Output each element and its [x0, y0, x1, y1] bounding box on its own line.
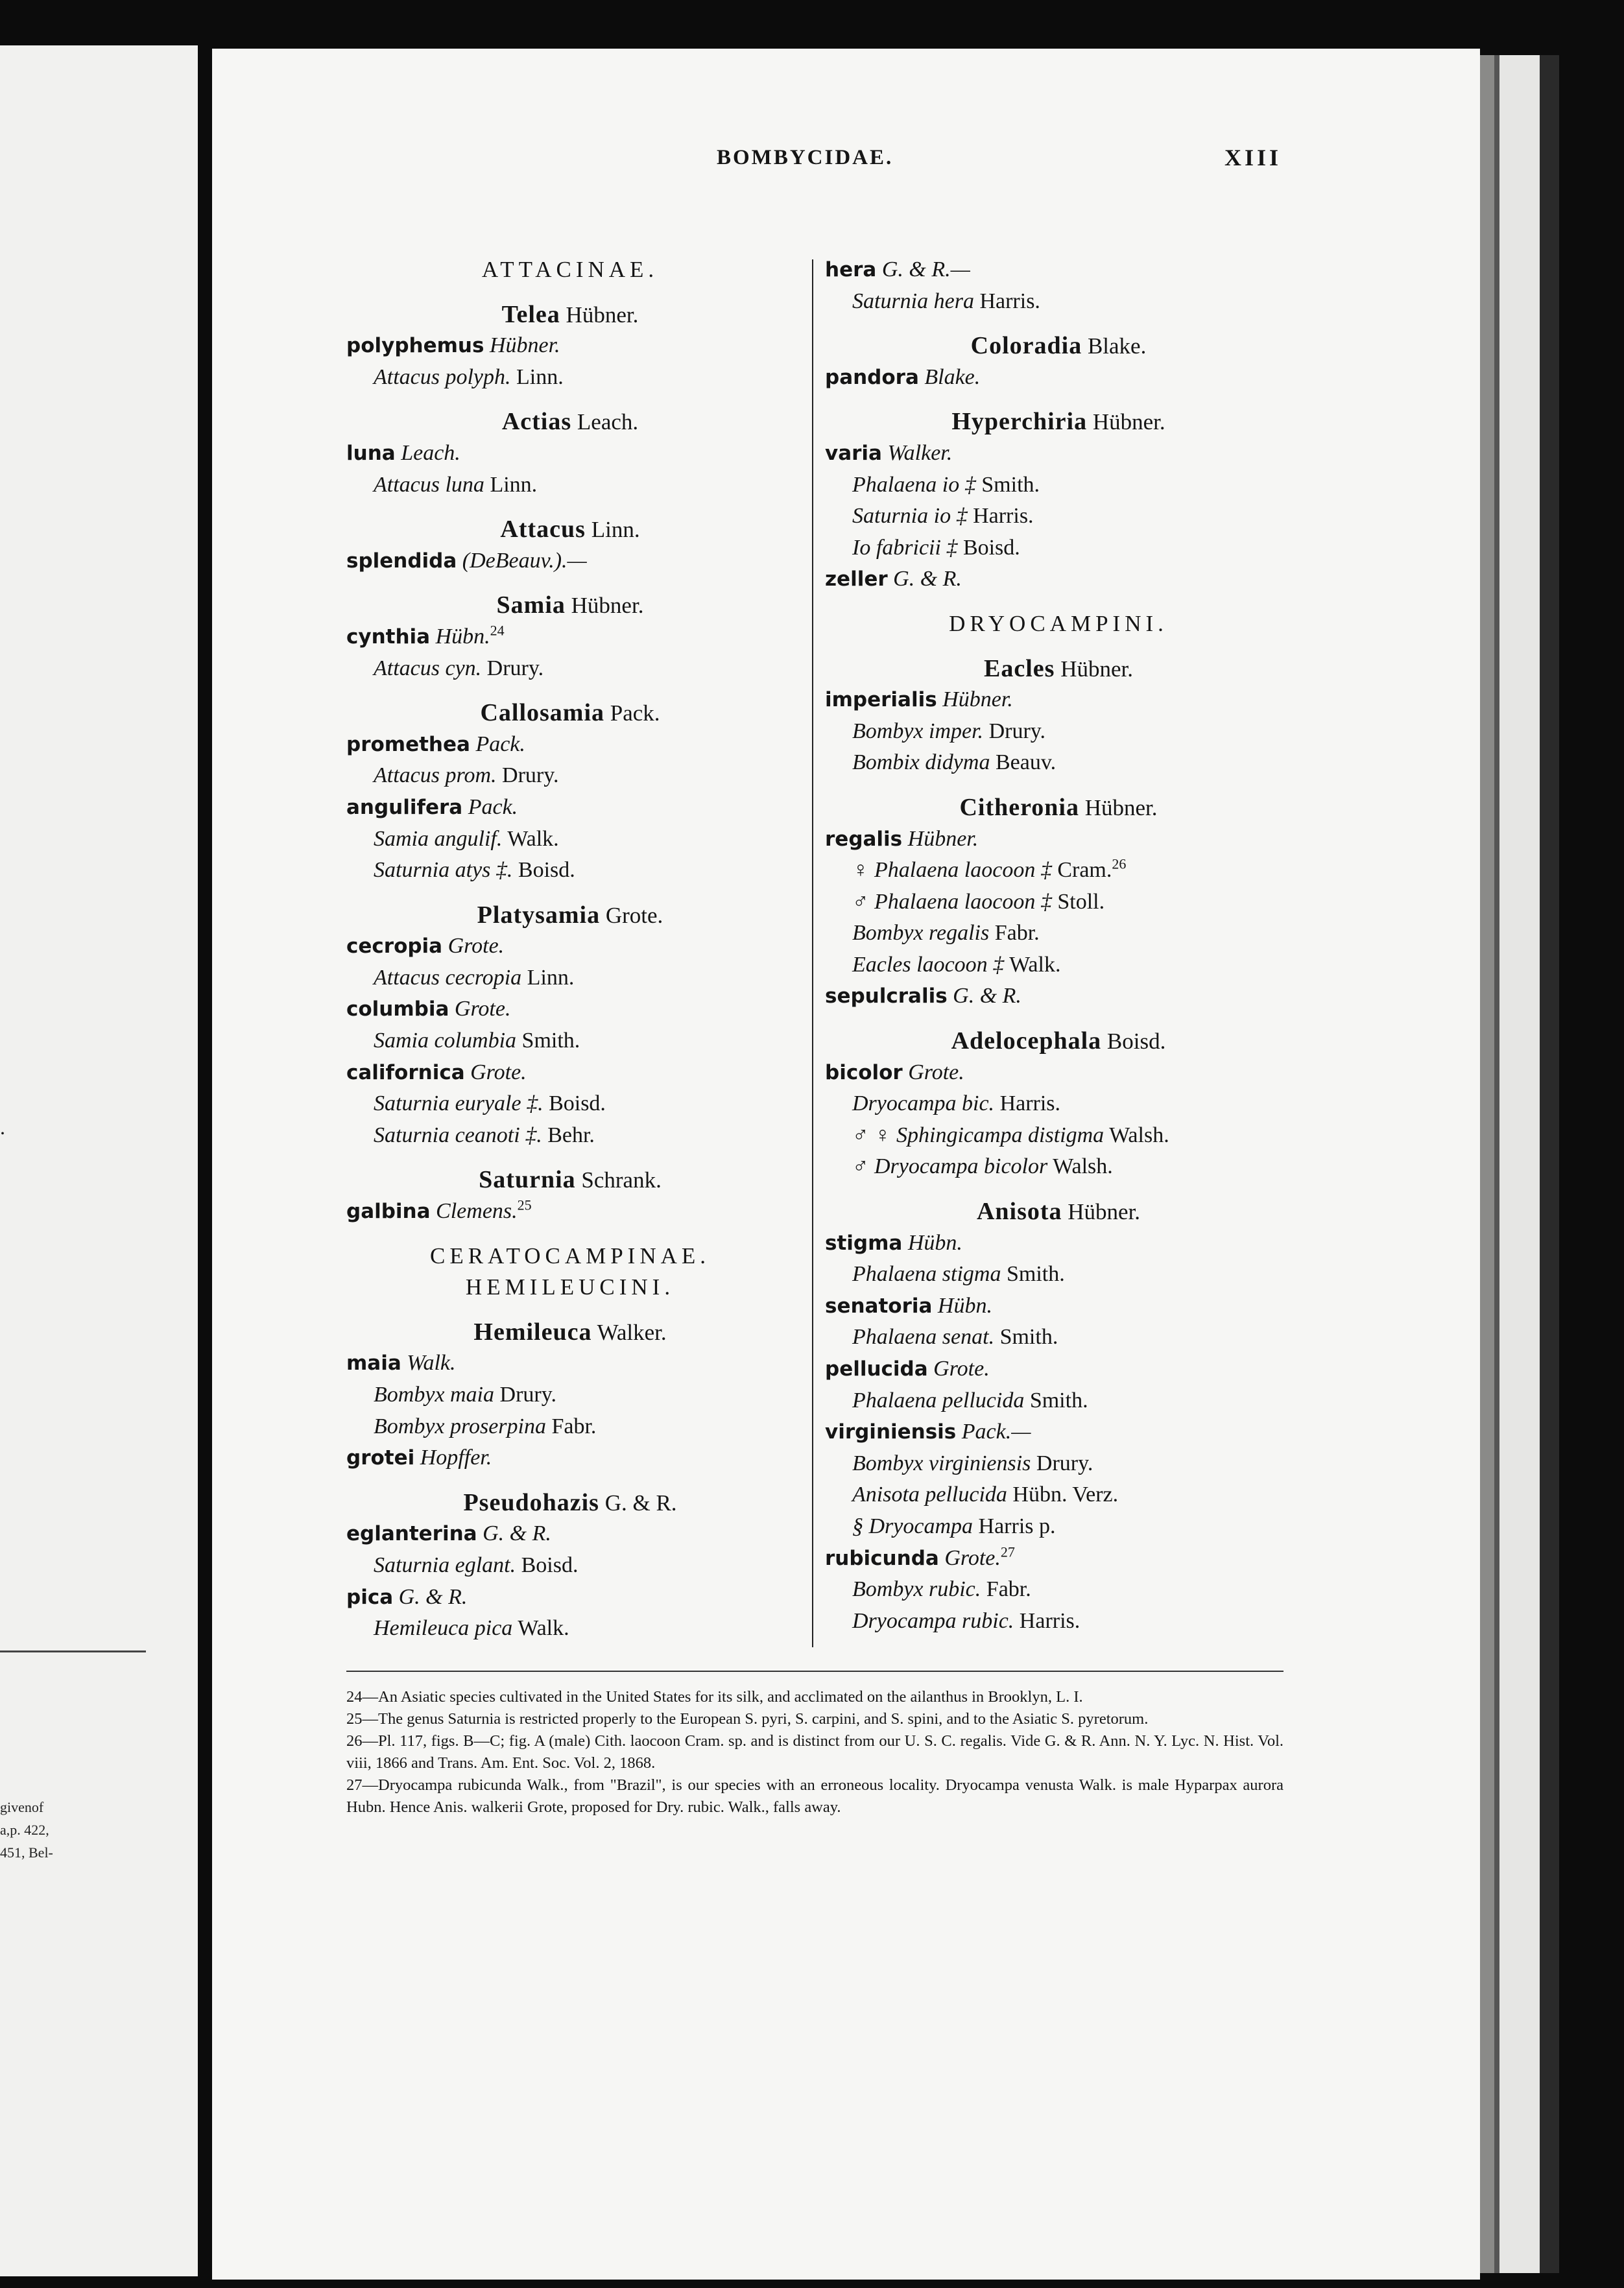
- species-author: Hopffer.: [420, 1446, 492, 1470]
- species-name: sepulcralis: [825, 984, 948, 1008]
- synonym-author: Harris.: [999, 1091, 1061, 1116]
- genus-author: Blake.: [1087, 333, 1147, 359]
- synonym-author: Beauv.: [995, 750, 1057, 775]
- page-edge: [1480, 55, 1494, 2273]
- synonym-name: Bombix didyma: [852, 750, 990, 775]
- species-author: Pack.: [475, 732, 525, 756]
- species-name: maia: [346, 1352, 401, 1376]
- synonym-entry: [825, 747, 1292, 779]
- synonym-author: Stoll.: [1057, 889, 1105, 914]
- species-author: Grote.: [470, 1060, 527, 1084]
- synonym-author: Harris.: [1019, 1608, 1081, 1633]
- species-entry: [825, 684, 1292, 716]
- genus-name: Citheronia: [959, 793, 1079, 821]
- genus-name: Saturnia: [479, 1166, 576, 1194]
- genus-author: G. & R.: [604, 1490, 677, 1516]
- column-divider: [812, 259, 813, 1647]
- right-column: [825, 254, 1292, 1637]
- synonym-name: Attacus cyn.: [374, 656, 482, 680]
- species-name: virginiensis: [825, 1420, 957, 1444]
- species-entry: [825, 564, 1292, 595]
- footnote-ref: 25: [517, 1197, 532, 1213]
- synonym-author: Linn.: [527, 965, 575, 990]
- species-author: Hübner.: [907, 826, 979, 851]
- species-entry: [346, 792, 794, 824]
- synonym-entry: [825, 855, 1292, 887]
- synonym-entry: [825, 1448, 1292, 1480]
- synonym-author: Boisd.: [549, 1091, 606, 1116]
- synonym-name: Saturnia hera: [852, 289, 974, 313]
- species-author: Grote.: [944, 1545, 1001, 1570]
- synonym-name: Phalaena stigma: [852, 1262, 1001, 1287]
- genus-author: Hübner.: [566, 302, 639, 328]
- synonym-entry: [825, 1088, 1292, 1120]
- synonym-name: Phalaena io ‡: [852, 472, 976, 497]
- species-author: G. & R.: [893, 567, 962, 591]
- synonym-author: Harris p.: [978, 1514, 1056, 1538]
- species-author: G. & R.: [398, 1584, 468, 1609]
- synonym-name: Bombyx regalis: [852, 921, 990, 946]
- footnote-ref: 26: [1112, 855, 1127, 872]
- species-author: Hübn.: [937, 1293, 992, 1318]
- synonym-author: Drury.: [988, 719, 1046, 743]
- genus-heading: [346, 1317, 794, 1348]
- species-name: cecropia: [346, 935, 443, 959]
- synonym-name: ♀ Phalaena laocoon ‡: [852, 858, 1052, 883]
- synonym-name: Saturnia ceanoti ‡.: [374, 1123, 542, 1147]
- species-author: G. & R.: [953, 984, 1021, 1008]
- genus-heading: [825, 653, 1292, 685]
- species-entry: [825, 362, 1292, 394]
- species-name: promethea: [346, 732, 470, 756]
- species-author: Pack.: [468, 794, 518, 819]
- synonym-name: Anisota pellucida: [852, 1483, 1007, 1507]
- synonym-name: Samia angulif.: [374, 826, 503, 851]
- genus-heading: [346, 697, 794, 729]
- synonym-name: Saturnia eglant.: [374, 1553, 516, 1577]
- genus-name: Adelocephala: [951, 1027, 1102, 1055]
- species-entry: [825, 824, 1292, 855]
- genus-author: Linn.: [591, 517, 640, 543]
- species-author: Blake.: [924, 364, 981, 389]
- synonym-entry: [825, 949, 1292, 981]
- species-author: Leach.: [401, 440, 460, 465]
- subfamily-heading: CERATOCAMPINAE.: [429, 1243, 711, 1269]
- species-author: Pack.—: [961, 1420, 1031, 1444]
- genus-heading: [825, 330, 1292, 362]
- synonym-name: Dryocampa rubic.: [852, 1608, 1014, 1633]
- species-author: Hübner.: [489, 333, 560, 358]
- synonym-author: Smith.: [999, 1325, 1058, 1350]
- genus-author: Walker.: [597, 1319, 667, 1345]
- species-author: Grote.: [933, 1357, 990, 1381]
- synonym-name: Saturnia euryale ‡.: [374, 1091, 543, 1116]
- synonym-name: Attacus prom.: [374, 763, 497, 788]
- genus-name: Hyperchiria: [951, 408, 1088, 436]
- species-author: G. & R.—: [881, 257, 970, 281]
- synonym-name: Attacus cecropia: [374, 965, 522, 990]
- species-entry: [346, 330, 794, 362]
- species-name: angulifera: [346, 795, 463, 819]
- species-name: pica: [346, 1585, 394, 1609]
- synonym-author: Drury.: [502, 763, 559, 788]
- synonym-name: Bombyx imper.: [852, 719, 984, 743]
- genus-author: Grote.: [605, 902, 663, 928]
- genus-author: Schrank.: [581, 1167, 662, 1193]
- genus-name: Hemileuca: [473, 1318, 592, 1346]
- species-name: senatoria: [825, 1294, 933, 1318]
- species-entry: [346, 1057, 794, 1089]
- synonym-author: Drury.: [1036, 1451, 1093, 1475]
- synonym-entry: [346, 653, 794, 685]
- synonym-entry: [346, 1379, 794, 1411]
- synonym-name: Attacus polyph.: [374, 364, 511, 389]
- synonym-entry: [825, 716, 1292, 748]
- species-entry: [346, 621, 794, 653]
- synonym-name: Bombyx proserpina: [374, 1414, 546, 1438]
- synonym-author: Walk.: [518, 1616, 569, 1641]
- synonym-entry: [825, 887, 1292, 918]
- footnote-25: 25—The genus Saturnia is restricted properly to the European S. pyri, S. carpini, and S. spini, and to the Asiatic S. pyretorum.: [346, 1710, 1149, 1728]
- species-entry: [825, 981, 1292, 1012]
- species-entry: [346, 438, 794, 470]
- species-name: bicolor: [825, 1060, 903, 1084]
- species-entry: [825, 1543, 1292, 1575]
- genus-name: Samia: [496, 591, 566, 619]
- synonym-name: Saturnia io ‡: [852, 504, 968, 529]
- species-name: cynthia: [346, 625, 431, 649]
- genus-heading: [346, 1487, 794, 1519]
- synonym-name: Io fabricii ‡: [852, 535, 958, 560]
- synonym-author: Fabr.: [551, 1414, 597, 1438]
- species-name: varia: [825, 441, 882, 465]
- synonym-author: Linn.: [490, 472, 538, 497]
- genus-name: Actias: [501, 408, 572, 436]
- synonym-entry: [825, 501, 1292, 532]
- species-name: hera: [825, 258, 877, 281]
- genus-heading: [346, 406, 794, 438]
- synonym-author: Smith.: [981, 472, 1040, 497]
- synonym-author: Smith.: [521, 1029, 580, 1053]
- footnotes: [346, 1686, 1284, 1818]
- genus-heading: [346, 514, 794, 545]
- species-author: Grote.: [908, 1060, 964, 1084]
- species-entry: [825, 1057, 1292, 1089]
- facing-page-fragment: givenof: [0, 1799, 44, 1815]
- synonym-author: Walsh.: [1109, 1123, 1169, 1147]
- synonym-author: Drury.: [499, 1383, 557, 1407]
- species-author: Grote.: [454, 997, 511, 1021]
- synonym-entry: [346, 362, 794, 394]
- synonym-name: ♂ Phalaena laocoon ‡: [852, 889, 1052, 914]
- synonym-entry: [346, 1550, 794, 1582]
- synonym-author: Boisd.: [962, 535, 1020, 560]
- synonym-author: Boisd.: [521, 1553, 579, 1577]
- synonym-author: Smith.: [1029, 1388, 1088, 1412]
- species-name: columbia: [346, 997, 449, 1021]
- synonym-entry: [346, 824, 794, 855]
- synonym-entry: [346, 1613, 794, 1645]
- synonym-name: Hemileuca pica: [374, 1616, 513, 1641]
- synonym-author: Smith.: [1006, 1262, 1065, 1287]
- species-entry: [825, 1353, 1292, 1385]
- species-name: pellucida: [825, 1357, 928, 1381]
- genus-author: Pack.: [610, 700, 660, 726]
- synonym-entry: [346, 760, 794, 792]
- species-name: californica: [346, 1060, 465, 1084]
- synonym-name: Bombyx maia: [374, 1383, 495, 1407]
- synonym-entry: [825, 470, 1292, 501]
- page-number: XIII: [1224, 145, 1282, 171]
- species-entry: [346, 729, 794, 761]
- species-author: Clemens.: [436, 1199, 518, 1224]
- synonym-name: Phalaena senat.: [852, 1325, 995, 1350]
- synonym-entry: [825, 1574, 1292, 1606]
- synonym-name: Saturnia atys ‡.: [374, 858, 513, 883]
- genus-heading: [825, 1025, 1292, 1057]
- species-name: grotei: [346, 1446, 415, 1470]
- synonym-author: Cram.: [1057, 858, 1112, 883]
- genus-author: Boisd.: [1106, 1029, 1166, 1055]
- species-entry: [825, 1291, 1292, 1322]
- tribe-heading: DRYOCAMPINI.: [949, 610, 1168, 636]
- species-name: rubicunda: [825, 1546, 939, 1570]
- synonym-author: Walk.: [1009, 952, 1061, 977]
- species-name: zeller: [825, 567, 888, 591]
- genus-name: Platysamia: [477, 901, 601, 929]
- footnote-27: 27—Dryocampa rubicunda Walk., from "Brazil", is our species with an erroneous locality. Dryocampa venusta Walk. is male Hyparpax aurora Hubn. Hence Anis. walkerii Grote, proposed for Dry. rubic. Walk., falls away.: [346, 1776, 1284, 1816]
- species-author: (DeBeauv.).—: [462, 548, 587, 573]
- synonym-entry: [346, 1088, 794, 1120]
- genus-name: Anisota: [976, 1198, 1062, 1226]
- genus-heading: [346, 900, 794, 931]
- synonym-author: Hübn. Verz.: [1012, 1483, 1119, 1507]
- synonym-entry: [346, 1120, 794, 1152]
- synonym-name: ♂ Dryocampa bicolor: [852, 1154, 1048, 1179]
- species-name: regalis: [825, 827, 903, 851]
- page-edge: [1540, 55, 1559, 2273]
- genus-heading: [346, 299, 794, 331]
- synonym-author: Boisd.: [518, 858, 575, 883]
- genus-author: Hübner.: [1084, 794, 1158, 820]
- genus-author: Hübner.: [571, 593, 644, 619]
- genus-heading: [825, 1196, 1292, 1228]
- synonym-entry: [346, 1025, 794, 1057]
- genus-author: Hübner.: [1068, 1199, 1141, 1225]
- genus-name: Telea: [501, 300, 560, 328]
- genus-name: Eacles: [984, 654, 1055, 682]
- species-author: Hübner.: [942, 687, 1013, 712]
- synonym-entry: [825, 1511, 1292, 1543]
- genus-heading: [346, 590, 794, 621]
- facing-page-fragment: 451, Bel-: [0, 1844, 53, 1861]
- species-name: polyphemus: [346, 334, 484, 358]
- species-entry: [825, 438, 1292, 470]
- footnote-rule: [346, 1671, 1284, 1672]
- synonym-author: Behr.: [547, 1123, 595, 1147]
- synonym-entry: [825, 1322, 1292, 1353]
- footnote-24: 24—An Asiatic species cultivated in the United States for its silk, and acclimated on the ailanthus in Brooklyn, L. I.: [346, 1688, 1083, 1706]
- genus-name: Coloradia: [970, 332, 1082, 360]
- genus-author: Leach.: [577, 409, 639, 435]
- species-author: Walk.: [407, 1351, 456, 1376]
- synonym-name: Bombyx rubic.: [852, 1577, 981, 1602]
- species-entry: [346, 1196, 794, 1228]
- synonym-author: Harris.: [973, 504, 1034, 529]
- species-author: Hübn.: [907, 1230, 962, 1255]
- synonym-author: Drury.: [486, 656, 544, 680]
- synonym-entry: [825, 1151, 1292, 1183]
- synonym-name: § Dryocampa: [852, 1514, 973, 1538]
- synonym-name: Eacles laocoon ‡: [852, 952, 1005, 977]
- species-author: Hübn.: [435, 624, 490, 649]
- synonym-entry: [346, 855, 794, 887]
- species-name: luna: [346, 441, 396, 465]
- synonym-entry: [346, 470, 794, 501]
- synonym-author: Fabr.: [986, 1577, 1031, 1602]
- species-author: G. & R.: [483, 1521, 551, 1546]
- synonym-entry: [825, 1479, 1292, 1511]
- genus-name: Pseudohazis: [463, 1488, 599, 1516]
- species-name: pandora: [825, 365, 919, 389]
- species-entry: [825, 1416, 1292, 1448]
- synonym-author: Harris.: [979, 289, 1040, 313]
- synonym-name: Samia columbia: [374, 1029, 517, 1053]
- synonym-name: ♂ ♀ Sphingicampa distigma: [852, 1123, 1105, 1147]
- genus-heading: [825, 792, 1292, 824]
- species-author: Walker.: [887, 440, 953, 465]
- species-name: stigma: [825, 1231, 903, 1255]
- synonym-entry: [825, 1606, 1292, 1638]
- page-edge: [1494, 55, 1499, 2273]
- synonym-entry: [825, 1259, 1292, 1291]
- species-entry: [825, 1228, 1292, 1259]
- genus-author: Hübner.: [1092, 409, 1165, 435]
- synonym-entry: [825, 918, 1292, 949]
- species-entry: [346, 1518, 794, 1550]
- synonym-author: Fabr.: [994, 921, 1040, 946]
- synonym-entry: [825, 1385, 1292, 1417]
- species-entry: [346, 1348, 794, 1379]
- synonym-entry: [825, 1120, 1292, 1152]
- running-head: BOMBYCIDAE.: [717, 146, 894, 169]
- synonym-entry: [346, 962, 794, 994]
- synonym-entry: [825, 286, 1292, 318]
- genus-author: Hübner.: [1060, 656, 1133, 682]
- facing-page-dot: .: [0, 1115, 5, 1139]
- footnote-ref: 27: [1000, 1543, 1015, 1560]
- synonym-author: Walk.: [507, 826, 559, 851]
- species-entry: [346, 1442, 794, 1474]
- species-author: Grote.: [448, 934, 505, 959]
- genus-name: Callosamia: [480, 699, 604, 727]
- synonym-entry: [825, 532, 1292, 564]
- genus-heading: [825, 406, 1292, 438]
- synonym-author: Walsh.: [1053, 1154, 1113, 1179]
- species-name: galbina: [346, 1200, 431, 1224]
- tribe-heading: HEMILEUCINI.: [465, 1274, 675, 1300]
- genus-name: Attacus: [500, 516, 586, 543]
- left-column: [346, 254, 794, 1645]
- species-name: splendida: [346, 549, 457, 573]
- facing-page: [0, 45, 198, 2276]
- species-entry: [346, 994, 794, 1025]
- species-name: imperialis: [825, 688, 937, 712]
- species-entry: [346, 1582, 794, 1614]
- species-name: eglanterina: [346, 1522, 477, 1546]
- footnote-26: 26—Pl. 117, figs. B—C; fig. A (male) Cith. laocoon Cram. sp. and is distinct from our U. S. C. regalis. Vide G. & R. Ann. N. Y. Lyc. N. Hist. Vol. viii, 1866 and Trans. Am. Ent. Soc. Vol. 2, 1868.: [346, 1732, 1284, 1772]
- page-edge: [1499, 55, 1540, 2273]
- genus-heading: [346, 1164, 794, 1196]
- synonym-entry: [346, 1411, 794, 1443]
- synonym-name: Bombyx virginiensis: [852, 1451, 1031, 1475]
- footnote-ref: 24: [490, 622, 505, 639]
- species-entry: [825, 254, 1292, 286]
- facing-page-rule: [0, 1650, 146, 1652]
- synonym-author: Linn.: [516, 364, 564, 389]
- synonym-name: Phalaena pellucida: [852, 1388, 1025, 1412]
- synonym-name: Dryocampa bic.: [852, 1091, 995, 1116]
- synonym-name: Attacus luna: [374, 472, 484, 497]
- subfamily-heading: ATTACINAE.: [481, 257, 659, 282]
- species-entry: [346, 545, 794, 577]
- species-entry: [346, 931, 794, 962]
- facing-page-fragment: a,p. 422,: [0, 1822, 49, 1838]
